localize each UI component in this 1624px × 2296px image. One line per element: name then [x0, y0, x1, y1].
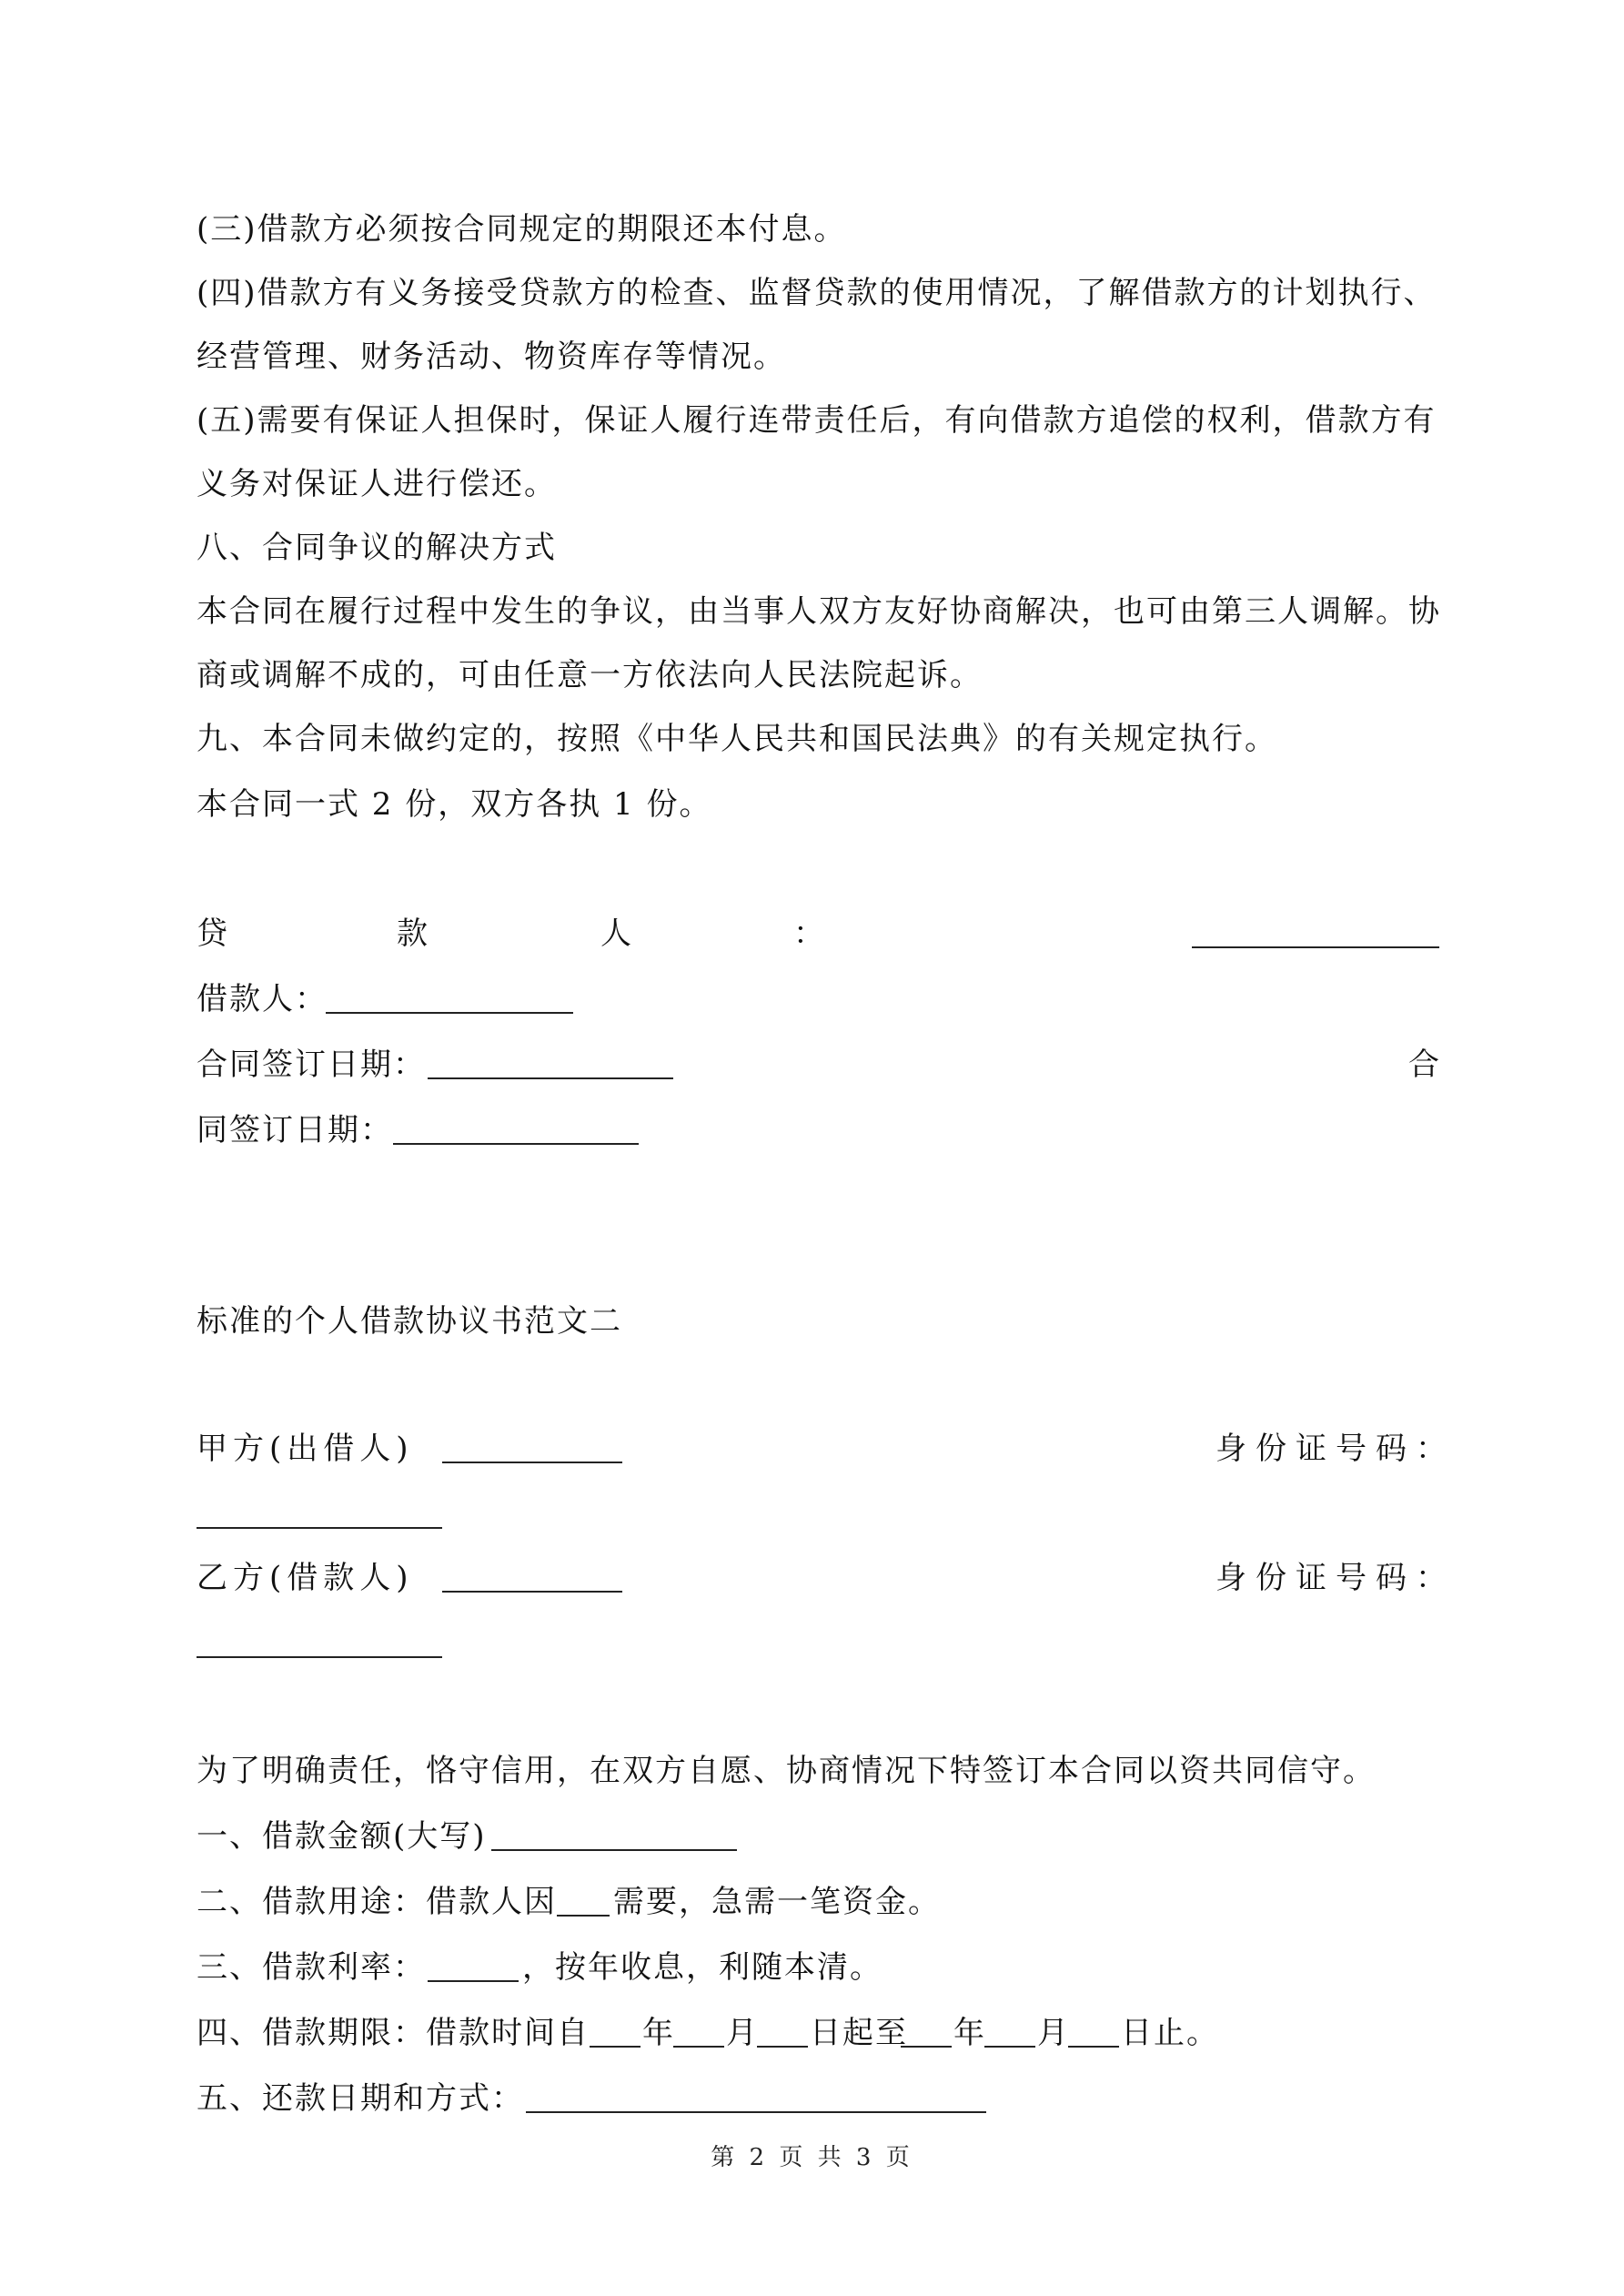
lender-label — [197, 915, 833, 952]
copies-line: 本合同一式 2 份，双方各执 1 份。 — [197, 786, 712, 823]
lender-char-2: 款 — [397, 915, 429, 952]
body-line-1: (三)借款方必须按合同规定的期限还本付息。 — [197, 211, 847, 248]
party-b-label: 乙方(借款人) — [197, 1560, 414, 1596]
section-two-title: 标准的个人借款协议书范文二 — [197, 1303, 622, 1340]
start-year-unit: 年 — [642, 2015, 675, 2051]
party-a-label: 甲方(出借人) — [197, 1431, 414, 1467]
start-month-blank[interactable] — [673, 2046, 724, 2048]
date-blank[interactable] — [428, 1077, 673, 1079]
item-4-term: 四、借款期限：借款时间自 — [197, 2015, 590, 2051]
amount-blank[interactable] — [491, 1849, 737, 1851]
item-3-rate-b: ，按年收息，利随本清。 — [522, 1949, 883, 1986]
item-2-purpose-b: 需要，急需一笔资金。 — [613, 1884, 941, 1920]
repayment-blank[interactable] — [526, 2111, 986, 2113]
item-2-purpose-a: 二、借款用途：借款人因 — [197, 1884, 557, 1920]
date-label-continued: 同签订日期： — [197, 1112, 393, 1148]
section-heading-8: 八、合同争议的解决方式 — [197, 530, 557, 566]
body-line-2: (四)借款方有义务接受贷款方的检查、监督贷款的使用情况，了解借款方的计划执行、 — [197, 275, 1437, 311]
body-line-7: 本合同在履行过程中发生的争议，由当事人双方友好协商解决，也可由第三人调解。协 — [197, 593, 1441, 630]
date-blank-2[interactable] — [393, 1143, 639, 1145]
start-day-unit: 日起至 — [810, 2015, 908, 2051]
body-line-3: 经营管理、财务活动、物资库存等情况。 — [197, 339, 786, 375]
date-label-wrap-char: 合 — [1408, 1047, 1441, 1083]
party-a-id-blank[interactable] — [197, 1527, 442, 1529]
end-year-blank[interactable] — [901, 2046, 952, 2048]
lender-char-1: 贷 — [197, 915, 229, 952]
end-month-blank[interactable] — [984, 2046, 1035, 2048]
end-month-unit: 月 — [1037, 2015, 1070, 2051]
party-b-id-blank[interactable] — [197, 1656, 442, 1658]
lender-char-4: ： — [793, 915, 826, 952]
body-line-4: (五)需要有保证人担保时，保证人履行连带责任后，有向借款方追偿的权利，借款方有 — [197, 402, 1437, 439]
purpose-blank[interactable] — [557, 1915, 610, 1917]
party-a-id-label: 身份证号码： — [1215, 1431, 1456, 1467]
date-label: 合同签订日期： — [197, 1047, 426, 1083]
lender-char-3: 人 — [600, 915, 633, 952]
section-heading-9: 九、本合同未做约定的，按照《中华人民共和国民法典》的有关规定执行。 — [197, 721, 1277, 757]
end-year-unit: 年 — [953, 2015, 986, 2051]
item-5-repayment: 五、还款日期和方式： — [197, 2080, 524, 2117]
party-b-name-blank[interactable] — [442, 1591, 622, 1593]
body-line-5: 义务对保证人进行偿还。 — [197, 466, 557, 502]
party-a-name-blank[interactable] — [442, 1462, 622, 1463]
body-line-8: 商或调解不成的，可由任意一方依法向人民法院起诉。 — [197, 657, 983, 693]
start-day-blank[interactable] — [757, 2046, 808, 2048]
end-day-blank[interactable] — [1068, 2046, 1119, 2048]
lender-signature-blank[interactable] — [1192, 946, 1439, 948]
page-footer: 第 2 页 共 3 页 — [711, 2144, 913, 2171]
borrower-signature-blank[interactable] — [326, 1012, 573, 1014]
rate-blank[interactable] — [428, 1980, 519, 1982]
start-year-blank[interactable] — [590, 2046, 641, 2048]
item-3-rate-a: 三、借款利率： — [197, 1949, 426, 1986]
end-day-unit: 日止。 — [1121, 2015, 1219, 2051]
start-month-unit: 月 — [726, 2015, 759, 2051]
item-1-amount: 一、借款金额(大写) — [197, 1818, 487, 1855]
borrower-label: 借款人： — [197, 981, 328, 1017]
intro-line: 为了明确责任，恪守信用，在双方自愿、协商情况下特签订本合同以资共同信守。 — [197, 1753, 1376, 1789]
party-b-id-label: 身份证号码： — [1215, 1560, 1456, 1596]
